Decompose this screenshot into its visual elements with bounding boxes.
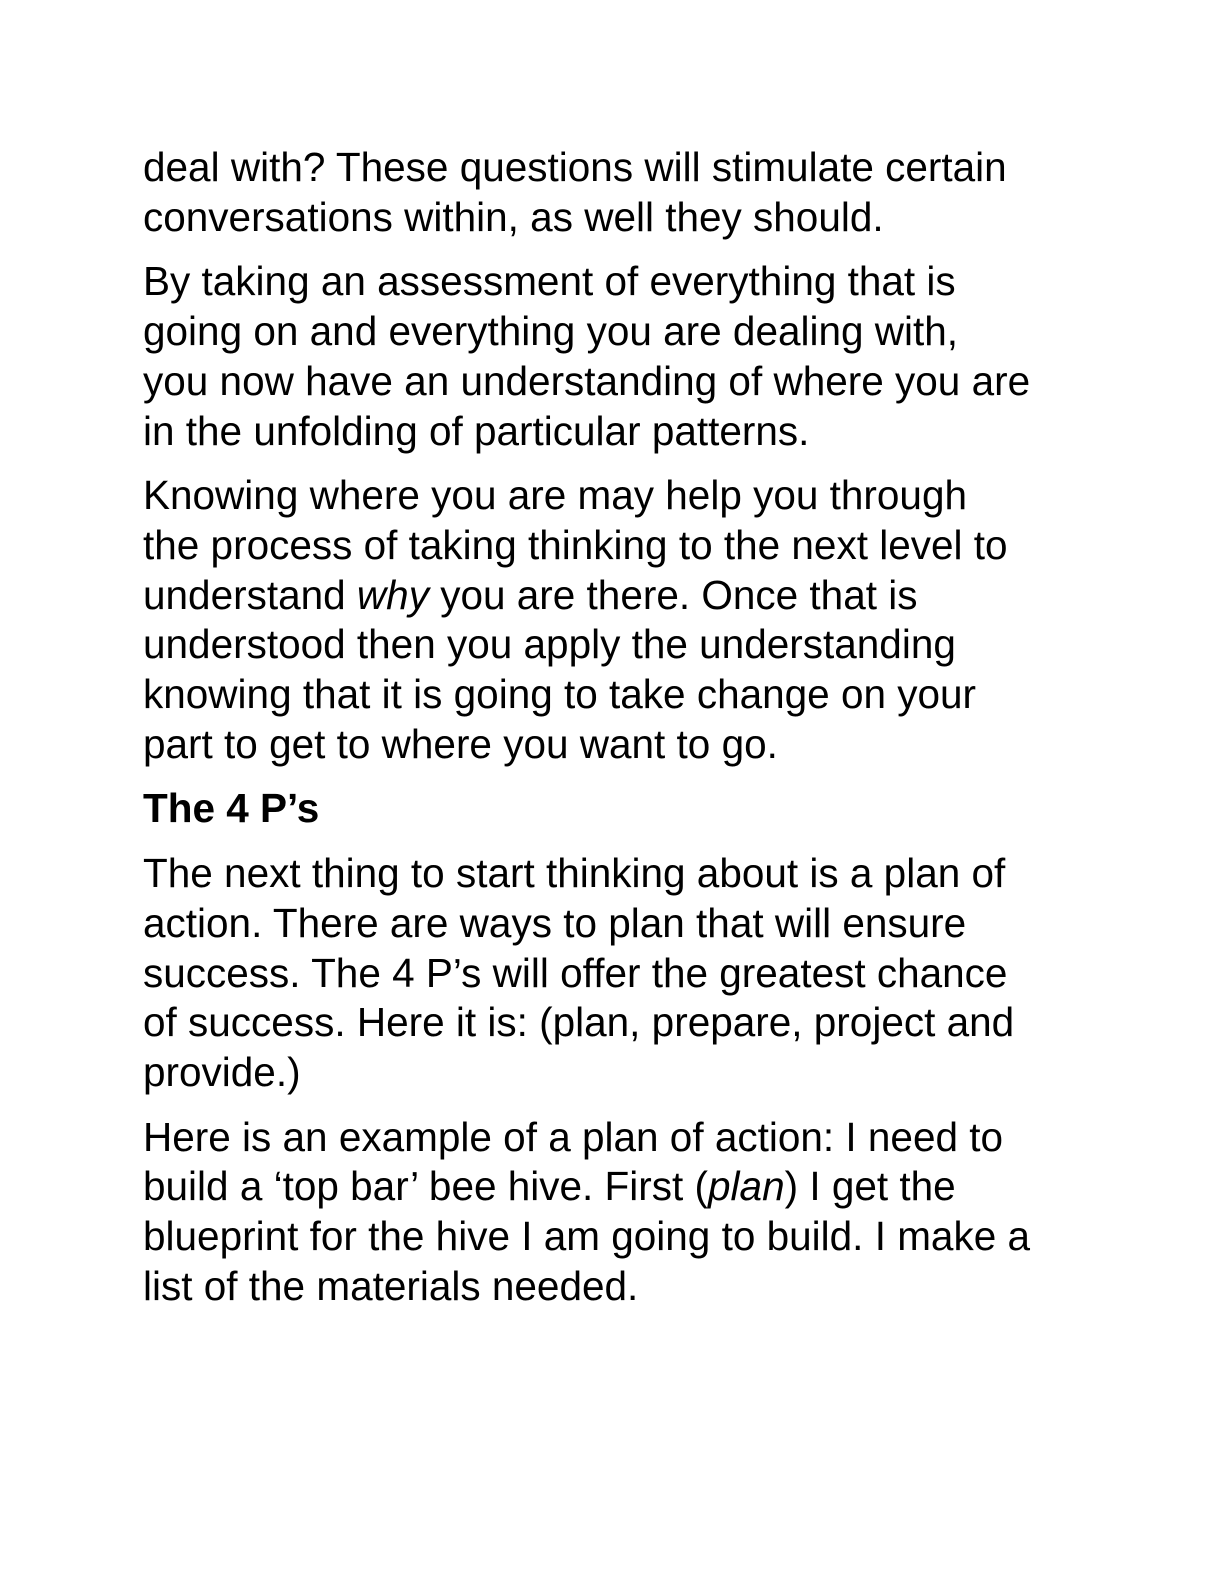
text-run: part to get to where you want to go. [143, 720, 778, 767]
text-run: in the unfolding of particular patterns. [143, 407, 810, 454]
text-run: The 4 P’s [143, 785, 320, 832]
text-run: ) I get the [784, 1163, 956, 1210]
text-run: you are there. Once that is [428, 571, 918, 618]
text-line [143, 357, 1083, 407]
text-line [143, 1048, 1083, 1098]
text-run: understood then you apply the understanding [143, 621, 956, 668]
text-line [143, 1113, 1083, 1163]
body-paragraph [143, 257, 1083, 456]
text-line [143, 1162, 1083, 1212]
text-line [143, 949, 1083, 999]
text-run: action. There are ways to plan that will ensure [143, 899, 967, 946]
section-heading [143, 784, 1083, 834]
body-paragraph [143, 471, 1083, 769]
text-run: understand [143, 571, 357, 618]
text-line [143, 471, 1083, 521]
text-run: conversations within, as well they should. [143, 193, 884, 240]
text-line [143, 571, 1083, 621]
text-run: the process of taking thinking to the next level to [143, 521, 1008, 568]
text-line [143, 407, 1083, 457]
body-paragraph [143, 1113, 1083, 1312]
italic-text: plan [708, 1163, 785, 1210]
text-run: success. The 4 P’s will offer the greatest chance [143, 949, 1008, 996]
text-line [143, 307, 1083, 357]
text-line [143, 998, 1083, 1048]
text-line [143, 193, 1083, 243]
text-line [143, 849, 1083, 899]
italic-text: why [356, 571, 429, 618]
text-run: deal with? These questions will stimulate certain [143, 144, 1007, 190]
text-run: of success. Here it is: (plan, prepare, project and [143, 999, 1015, 1046]
text-run: Here is an example of a plan of action: I need to [143, 1113, 1004, 1160]
text-run: Knowing where you are may help you through [143, 472, 968, 519]
text-line [143, 257, 1083, 307]
text-line [143, 1262, 1083, 1312]
text-run: provide.) [143, 1048, 301, 1095]
text-line [143, 521, 1083, 571]
text-run: knowing that it is going to take change on your [143, 671, 977, 718]
text-run: By taking an assessment of everything that is [143, 258, 956, 305]
body-paragraph [143, 849, 1083, 1098]
text-line [143, 899, 1083, 949]
text-run: build a ‘top bar’ bee hive. First ( [143, 1163, 709, 1210]
text-line [143, 1212, 1083, 1262]
body-paragraph [143, 143, 1083, 242]
text-run: The next thing to start thinking about is a plan of [143, 850, 1006, 897]
text-run: going on and everything you are dealing with, [143, 308, 959, 355]
text-line [143, 670, 1083, 720]
text-line [143, 143, 1083, 193]
text-line [143, 620, 1083, 670]
text-line [143, 784, 1083, 834]
text-run: list of the materials needed. [143, 1262, 639, 1309]
text-run: you now have an understanding of where you are [143, 357, 1031, 404]
document-page [143, 143, 1083, 1326]
text-line [143, 720, 1083, 770]
text-run: blueprint for the hive I am going to build. I make a [143, 1213, 1031, 1260]
